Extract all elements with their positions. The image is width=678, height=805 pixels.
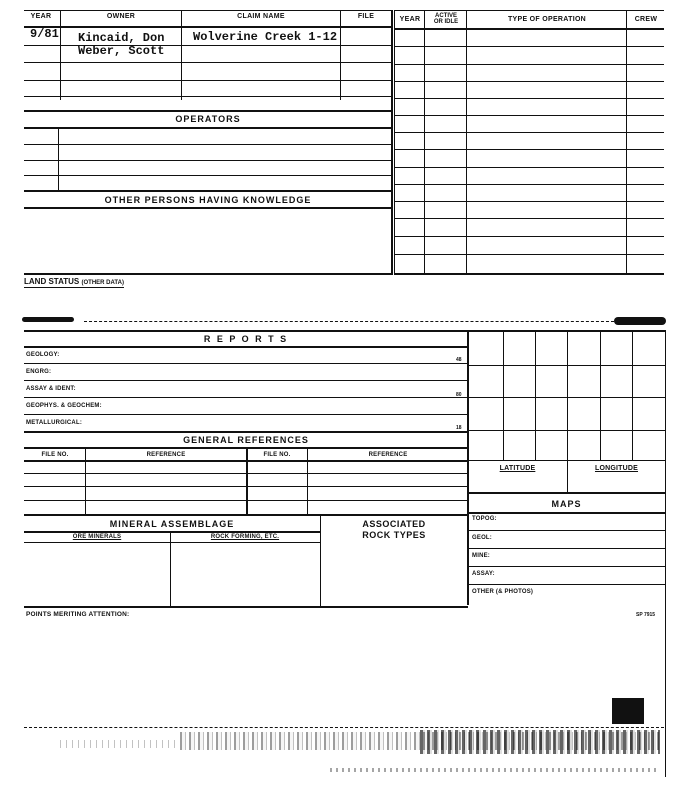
ref-reference-1: REFERENCE [146,452,186,458]
maps-assay: ASSAY: [472,571,495,577]
maps-geol: GEOL: [472,535,492,541]
row1-year: 9/81 [30,27,59,41]
col-owner-header: OWNER [106,13,136,20]
reports-title: R E P O R T S [203,334,289,344]
maps-other: OTHER (& PHOTOS) [472,589,534,595]
latitude-label: LATITUDE [499,465,536,472]
scan-mark [612,698,644,724]
longitude-label: LONGITUDE [594,465,639,472]
points-meriting-title: POINTS MERITING ATTENTION: [26,611,130,618]
ore-minerals-header: ORE MINERALS [72,534,122,540]
mineral-assemblage-title: MINERAL ASSEMBLAGE [109,519,235,529]
report-num-80: 80 [456,392,462,398]
col-year-header: YEAR [30,13,52,20]
rock-forming-header: ROCK FORMING, ETC. [210,534,280,540]
col-file-header: FILE [357,13,375,20]
op-year-header: YEAR [399,16,421,23]
row1-owner: Kincaid, Don [78,31,165,45]
ref-reference-2: REFERENCE [368,452,408,458]
col-claim-name-header: CLAIM NAME [237,13,285,20]
op-active-label: ACTIVE [434,13,457,19]
report-metallurgical: METALLURGICAL: [26,420,83,426]
report-assay: ASSAY & IDENT: [26,386,76,392]
maps-title: MAPS [551,499,582,509]
ref-file-no-2: FILE NO. [263,452,291,458]
op-type-header: TYPE OF OPERATION [507,16,587,23]
report-num-48: 48 [456,357,462,363]
report-num-18: 18 [456,425,462,431]
op-idle-label: OR IDLE [433,19,459,25]
row1-claim: Wolverine Creek 1-12 [193,30,338,44]
general-references-title: GENERAL REFERENCES [183,435,309,445]
land-status-label [24,277,124,288]
operators-title: OPERATORS [175,114,241,124]
associated-label: ASSOCIATED [362,519,426,529]
ref-file-no-1: FILE NO. [41,452,69,458]
form-code: SP 7915 [636,612,656,618]
land-status-sub: (OTHER DATA) [81,280,124,286]
maps-mine: MINE: [472,553,490,559]
land-status-title: LAND STATUS [24,277,80,286]
associated-rock-types-title [322,519,466,541]
rock-types-label: ROCK TYPES [362,530,426,540]
report-engrg: ENGRG: [26,369,52,375]
op-active-idle-header [426,13,466,25]
maps-topog: TOPOG: [472,516,497,522]
op-crew-header: CREW [634,16,658,23]
row2-owner: Weber, Scott [78,44,165,58]
report-geophys: GEOPHYS. & GEOCHEM: [26,403,102,409]
other-persons-title: OTHER PERSONS HAVING KNOWLEDGE [104,195,312,205]
report-geology: GEOLOGY: [26,352,60,358]
